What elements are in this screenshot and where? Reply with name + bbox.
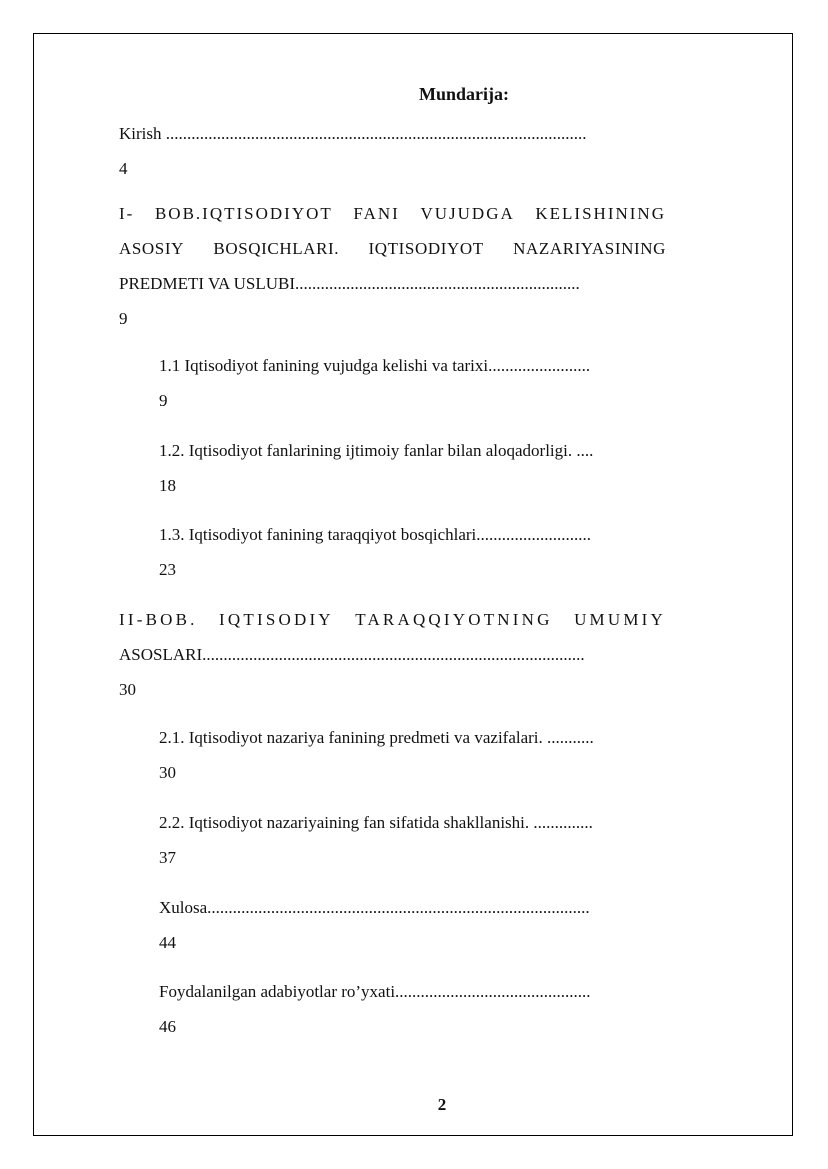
toc-heading-chapter-1-line-2: ASOSIY BOSQICHLARI. IQTISODIYOT NAZARIYASINING [119,239,666,258]
toc-heading-chapter-2-line-1: II-BOB. IQTISODIY TARAQQIYOTNING UMUMIY [119,610,666,629]
toc-entry-2-2: 2.2. Iqtisodiyot nazariyaining fan sifatida shakllanishi. .............. [159,813,593,832]
page-number: 2 [437,1095,447,1114]
toc-page-chapter-1: 9 [119,309,128,328]
toc-entry-kirish: Kirish ................................................................................................... [119,124,587,143]
toc-entry-1-3: 1.3. Iqtisodiyot fanining taraqqiyot bosqichlari........................... [159,525,592,544]
toc-heading-chapter-2-line-2: ASOSLARI.......................................................................................... [119,645,585,664]
toc-page-references: 46 [159,1017,176,1036]
toc-page-1-1: 9 [159,391,168,410]
toc-page-2-2: 37 [159,848,176,867]
toc-page-1-2: 18 [159,476,176,495]
toc-entry-2-1: 2.1. Iqtisodiyot nazariya fanining predmeti va vazifalari. ........... [159,728,594,747]
toc-heading-chapter-1-line-3: PREDMETI VA USLUBI................................................................... [119,274,580,293]
toc-page-chapter-2: 30 [119,680,136,699]
toc-entry-1-2: 1.2. Iqtisodiyot fanlarining ijtimoiy fanlar bilan aloqadorligi. .... [159,441,594,460]
toc-entry-1-1: 1.1 Iqtisodiyot fanining vujudga kelishi va tarixi........................ [159,356,591,375]
toc-page-2-1: 30 [159,763,176,782]
toc-entry-references: Foydalanilgan adabiyotlar ro’yxati.............................................. [159,982,591,1001]
page-title: Mundarija: [419,84,509,104]
toc-page-1-3: 23 [159,560,176,579]
toc-entry-xulosa: Xulosa.......................................................................................... [159,898,590,917]
toc-heading-chapter-1-line-1: I- BOB.IQTISODIYOT FANI VUJUDGA KELISHINING [119,204,666,223]
toc-page-kirish: 4 [119,159,128,178]
page-border [33,33,793,1136]
toc-page-xulosa: 44 [159,933,176,952]
